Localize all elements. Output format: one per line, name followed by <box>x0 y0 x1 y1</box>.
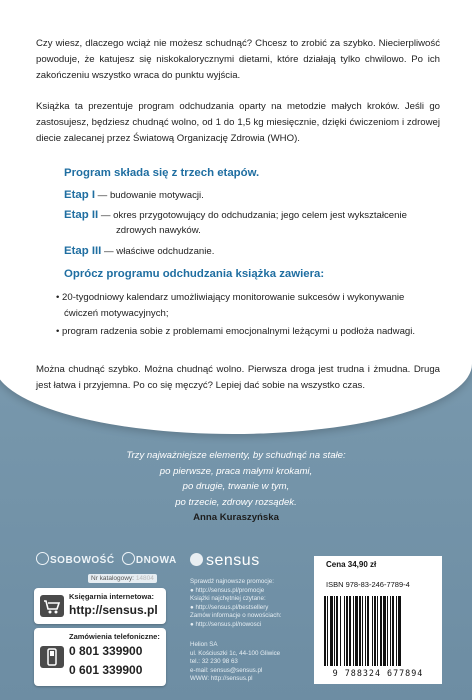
catalog-label: Nr katalogowy: <box>91 575 134 582</box>
barcode-bar <box>344 596 345 666</box>
series-word-1: SOBOWOŚĆ <box>50 555 115 566</box>
publisher-promo <box>190 578 281 630</box>
catalog-value: 14804 <box>135 575 154 582</box>
barcode-bar <box>365 596 366 666</box>
barcode <box>324 596 432 666</box>
phone-icon <box>40 646 64 668</box>
barcode-bar <box>355 596 358 666</box>
barcode-bar <box>353 596 354 666</box>
barcode-bar <box>387 596 388 666</box>
promo-line: Zamów informacje o nowościach: <box>190 612 282 620</box>
quote-line: po pierwsze, praca małymi krokami, <box>159 465 313 477</box>
quote-block <box>60 448 412 526</box>
closing-paragraph: Można chudnąć szybko. Można chudnąć wolno. Pierwsza droga jest trudna i żmudna. Druga jest łatwa i przyjemna. Po co się męczyć? Lepiej dać sobie na wszystko czas. <box>36 364 440 392</box>
quote-line: Trzy najważniejsze elementy, by schudnąć na stałe: <box>126 450 346 461</box>
intro-paragraph-2: Książka ta prezentuje program odchudzania oparty na metodzie małych kroków. Jeśli go zastosujesz, będziesz chudnąć wolno, od 1 do 1,5 kg miesięcznie, dzięki ćwiczeniom i zdrowej diecie zalecanej przez Światową Organizację Zdrowia (WHO). <box>36 101 440 145</box>
extras-heading: Oprócz programu odchudzania książka zawiera: <box>64 268 325 280</box>
promo-link[interactable]: ● http://sensus.pl/promocje <box>190 586 265 594</box>
barcode-bar <box>367 596 369 666</box>
stage-3-label: Etap III <box>64 245 102 257</box>
stage-2-text-continued: zdrowych nawyków. <box>116 225 201 236</box>
stage-1 <box>64 187 204 204</box>
address-line: tel.: 32 230 98 63 <box>190 658 238 666</box>
series-o-icon <box>36 552 49 565</box>
barcode-bar <box>349 596 351 666</box>
quote-line: po trzecie, zdrowy rozsądek. <box>175 496 297 508</box>
stage-2 <box>64 207 444 224</box>
barcode-bar <box>380 596 382 666</box>
barcode-bar <box>377 596 378 666</box>
barcode-bar <box>346 596 348 666</box>
intro-paragraph-1: Czy wiesz, dlaczego wciąż nie możesz schudnąć? Chcesz to zrobić za szybko. Niecierpliwość powoduje, że katujesz się niskokalorycznymi dietami, które działają tylko chwilowo. Po ich zakończeniu wszystko wraca do punktu wyjścia. <box>36 38 440 82</box>
isbn-label: ISBN 978-83-246-7789-4 <box>326 580 410 589</box>
barcode-bar <box>330 596 333 666</box>
promo-link[interactable]: ● http://sensus.pl/bestsellery <box>190 603 269 611</box>
bullet-1 <box>56 290 440 306</box>
bullet-dot: • <box>56 326 63 337</box>
stage-2-text: — okres przygotowujący do odchudzania; jego celem jest wykształcenie <box>98 210 407 221</box>
barcode-bar <box>396 596 397 666</box>
barcode-bar <box>359 596 361 666</box>
barcode-bar <box>374 596 376 666</box>
barcode-bar <box>362 596 363 666</box>
publisher-address <box>190 641 280 684</box>
price-label: Cena 34,90 zł <box>326 560 377 569</box>
address-line: Helion SA <box>190 641 218 648</box>
stage-3-text: — właściwe odchudzanie. <box>101 246 215 257</box>
price-barcode-box <box>314 556 442 684</box>
catalog-number <box>88 574 157 583</box>
bullet-dot: • <box>56 292 63 303</box>
phone-box <box>34 628 166 686</box>
address-line: ul. Kościuszki 1c, 44-100 Gliwice <box>190 649 281 657</box>
publisher-logo-text: sensus <box>206 552 260 569</box>
bullet-1-line-2: ćwiczeń motywacyjnych; <box>64 308 169 319</box>
stage-2-label: Etap II <box>64 209 99 221</box>
publisher-logo <box>190 552 260 570</box>
barcode-digits: 9 788324 677894 <box>332 668 424 678</box>
quote-author: Anna Kuraszyńska <box>193 512 279 523</box>
barcode-bar <box>383 596 386 666</box>
series-o-icon <box>122 552 135 565</box>
bookstore-label: Księgarnia internetowa: <box>69 592 155 601</box>
shopping-cart-icon <box>40 595 64 617</box>
promo-link[interactable]: ● http://sensus.pl/nowosci <box>190 620 262 628</box>
barcode-bar <box>324 596 326 666</box>
promo-line: Sprawdź najnowsze promocje: <box>190 578 274 585</box>
program-heading: Program składa się z trzech etapów. <box>64 167 260 179</box>
bullet-2 <box>56 324 440 340</box>
barcode-bar <box>390 596 391 666</box>
stage-1-text: — budowanie motywacji. <box>95 190 204 201</box>
phone-number-2[interactable]: 0 601 339900 <box>69 663 143 677</box>
barcode-bar <box>372 596 373 666</box>
phone-label: Zamówienia telefoniczne: <box>69 632 160 641</box>
quote-line: po drugie, trwanie w tym, <box>182 481 290 492</box>
address-line: e-mail: sensus@sensus.pl <box>190 666 263 674</box>
barcode-bar <box>336 596 338 666</box>
address-line: WWW: http://sensus.pl <box>190 675 253 683</box>
barcode-bar <box>392 596 394 666</box>
barcode-bar <box>398 596 401 666</box>
barcode-bar <box>327 596 328 666</box>
bookstore-box <box>34 588 166 624</box>
barcode-bar <box>340 596 341 666</box>
stage-3 <box>64 243 214 260</box>
sensus-logo-icon <box>190 553 203 566</box>
bullet-1-line-1: 20-tygodniowy kalendarz umożliwiający monitorowanie sukcesów i wykonywanie <box>62 292 405 303</box>
series-word-2: DNOWA <box>135 555 177 566</box>
phone-number-1[interactable]: 0 801 339900 <box>69 644 143 658</box>
barcode-bar <box>334 596 335 666</box>
promo-line: Książki najchętniej czytane: <box>190 595 266 603</box>
stage-1-label: Etap I <box>64 189 96 201</box>
series-logo <box>36 552 177 566</box>
bullet-2-line-1: program radzenia sobie z problemami emocjonalnymi leżącymi u podłoża nadwagi. <box>62 326 416 337</box>
bookstore-url[interactable]: http://sensus.pl <box>69 603 158 617</box>
